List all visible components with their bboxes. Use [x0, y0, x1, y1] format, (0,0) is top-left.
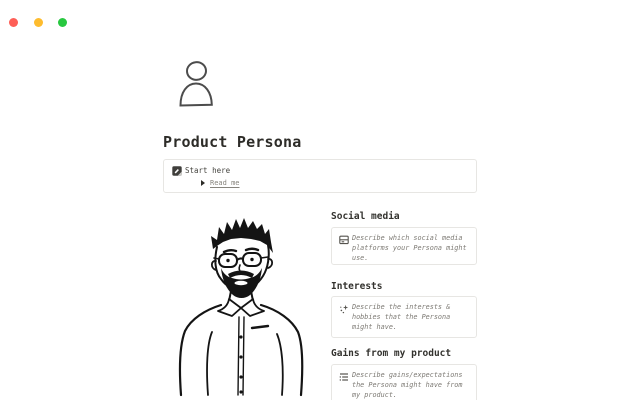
section-heading-gains: Gains from my product — [331, 348, 452, 359]
window-controls — [9, 12, 73, 31]
close-button[interactable] — [9, 18, 18, 27]
section-heading-interests: Interests — [331, 281, 383, 292]
minimize-button[interactable] — [34, 18, 43, 27]
read-me-link[interactable]: Read me — [210, 179, 240, 187]
gains-callout — [331, 364, 477, 400]
persona-illustration — [172, 216, 320, 400]
toggle-triangle-icon[interactable] — [201, 180, 205, 186]
section-heading-social-media: Social media — [331, 211, 400, 222]
start-here-callout — [163, 159, 477, 193]
page-title: Product Persona — [163, 133, 302, 151]
list-icon — [339, 372, 349, 382]
social-media-callout — [331, 227, 477, 265]
sparkles-icon — [339, 304, 349, 314]
memo-icon — [172, 166, 182, 176]
start-here-label: Start here — [185, 166, 231, 175]
interests-text: Describe the interests & hobbies that the Persona might have. — [352, 303, 451, 331]
interests-callout — [331, 296, 477, 338]
zoom-button[interactable] — [58, 18, 67, 27]
page-icon person-icon[interactable] — [176, 60, 216, 108]
social-media-text: Describe which social media platforms your Persona might use. — [352, 234, 467, 262]
gains-text: Describe gains/expectations the Persona might have from my product. — [352, 371, 463, 399]
read-me-toggle[interactable] — [201, 179, 240, 187]
message-card-icon — [339, 235, 349, 245]
